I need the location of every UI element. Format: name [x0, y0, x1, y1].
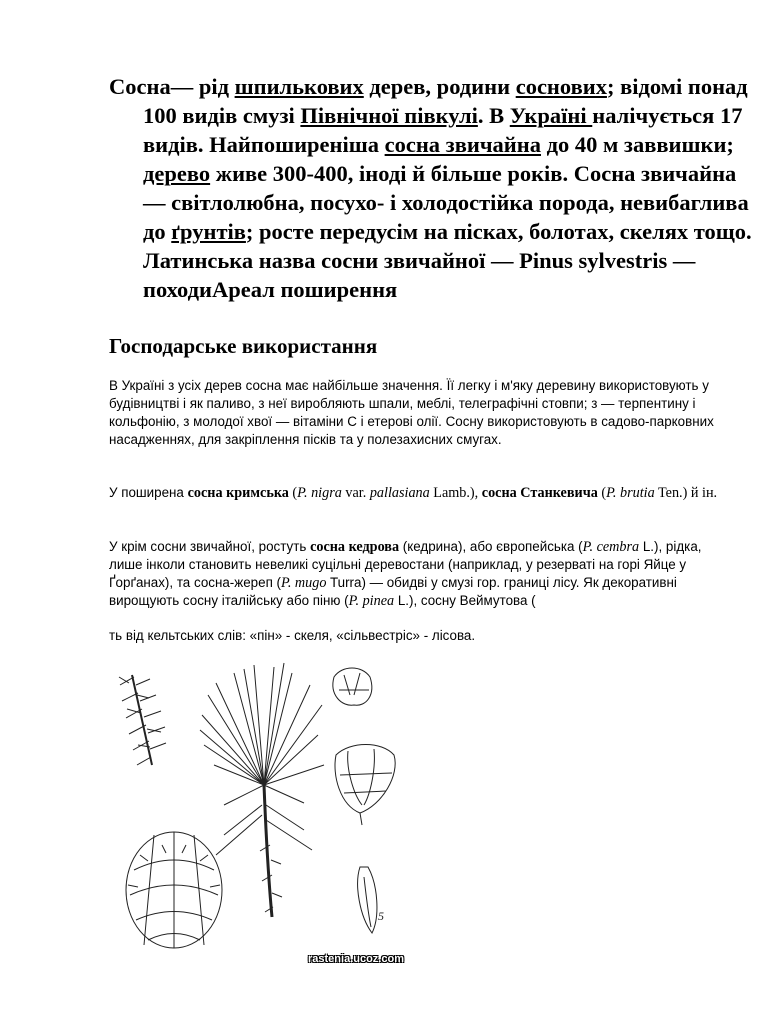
- watermark: rastenia.ucoz.com: [308, 953, 404, 965]
- lead-text: живе 300-400, іноді й більше років. Сосна звичайна — світлолюбна, посухо- і холодостійка порода, невибаглива до: [143, 161, 749, 244]
- other-species-paragraph: У крім сосни звичайної, ростуть сосна кедрова (кедрина), або європейська (P. cembra L.), рідка, лише інколи становить невеликі суцільні деревостани (наприклад, у резерваті на горі Яйце у Ґорґанах), та сосна-жереп (P. mugo Turra) — обидві у смузі гор. границі лісу. Як декоративні вирощують сосну італійську або піню (P. pinea L.), сосну Веймутова (: [109, 539, 702, 609]
- lead-text: дерев, родини: [363, 74, 516, 99]
- lead-paragraph: [109, 72, 758, 304]
- link-scots-pine[interactable]: сосна звичайна: [384, 132, 541, 157]
- link-tree[interactable]: дерево: [143, 161, 211, 186]
- lead-text: налічується 17 видів. Найпоширеніша: [143, 103, 743, 157]
- link-northern-hemisphere[interactable]: Північної півкулі: [300, 103, 478, 128]
- lead-text: до 40 м заввишки;: [540, 132, 734, 157]
- link-ukraine[interactable]: Україні: [509, 103, 593, 128]
- pine-botanical-illustration: [104, 655, 444, 975]
- young-cone-drawing: [335, 745, 395, 826]
- lead-text: Сосна— рід: [109, 74, 235, 99]
- link-soils[interactable]: ґрунтів: [171, 219, 246, 244]
- figure-number: 5: [378, 909, 384, 923]
- lead-text: . В: [477, 103, 510, 128]
- species-paragraph: У поширена сосна кримська (P. nigra var. pallasiana Lamb.), сосна Станкевича (P. brutia Ten.) й ін.: [109, 485, 718, 501]
- lead-text: ; відомі понад 100 видів смузі: [143, 74, 748, 128]
- pine-branch-drawing: [200, 663, 324, 917]
- link-pine-family[interactable]: соснових: [515, 74, 607, 99]
- etymology-paragraph: ть від кельтських слів: «пін» - скеля, «сільвестріс» - лісова.: [109, 628, 476, 643]
- usage-paragraph: В Україні з усіх дерев сосна має найбільше значення. Її легку і м'яку деревину використовують у будівництві і як паливо, з неї виробляють шпали, меблі, телеграфічні стовпи; з — терпентину і кольфонію, з молодої хвої — вітаміни С і етерові олії. Сосну використовують в садово-парковних насадженнях, для закріплення пісків та у полезахисних смугах.: [109, 378, 714, 447]
- needle-shoot-drawing: [119, 675, 166, 765]
- lead-text: ; росте передусім на пісках, болотах, скелях тощо. Латинська назва сосни звичайної — Pinus sylvestris — походиАреал поширення: [143, 219, 752, 302]
- link-conifers[interactable]: шпилькових: [234, 74, 364, 99]
- mature-cone-drawing: [126, 832, 222, 948]
- section-heading: Господарське використання: [109, 334, 378, 358]
- winged-seed-drawing: [358, 867, 377, 933]
- seed-scale-drawing: [333, 668, 372, 705]
